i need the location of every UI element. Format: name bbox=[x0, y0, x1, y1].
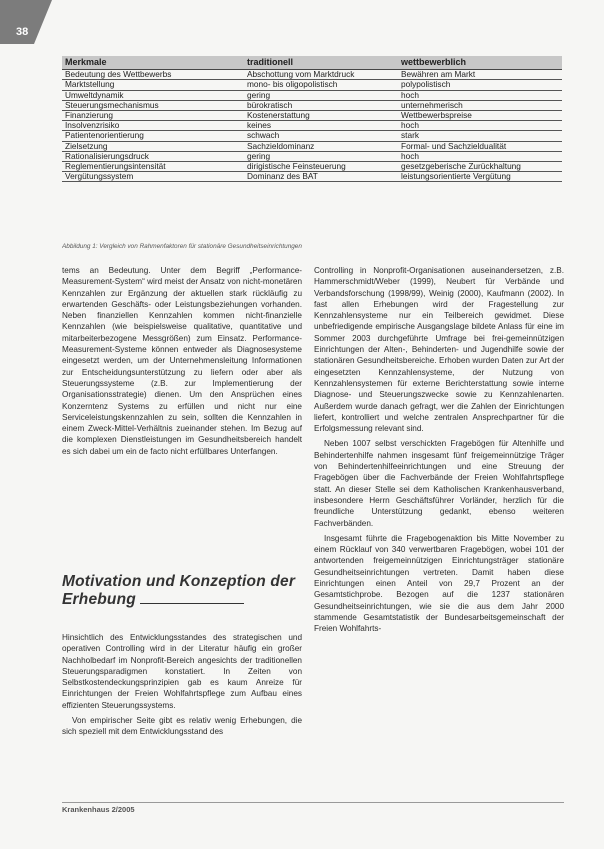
footer-journal: Krankenhaus 2/2005 bbox=[62, 805, 135, 814]
table-cell: stark bbox=[398, 131, 562, 141]
table-cell: gering bbox=[244, 90, 398, 100]
table-row bbox=[62, 131, 562, 141]
comparison-table bbox=[62, 56, 562, 182]
footer-divider bbox=[62, 802, 564, 803]
table-cell: Zielsetzung bbox=[62, 141, 244, 151]
table-caption: Abbildung 1: Vergleich von Rahmenfaktoren für stationäre Gesundheitseinrichtungen bbox=[62, 243, 302, 250]
section-heading-text: Motivation und Konzeption der Erhebung bbox=[62, 573, 296, 608]
table-row bbox=[62, 90, 562, 100]
section-heading bbox=[62, 573, 302, 609]
table-cell: Wettbewerbspreise bbox=[398, 111, 562, 121]
paragraph: Hinsichtlich des Entwicklungsstandes des strategischen und operativen Controlling wird in der Literatur häufig ein großer Nachholbedarf im Nonprofit-Bereich angesichts der traditionellen Steuerungsparadigmen konstatiert. In Zeiten von Selbstkostendeckungsprinzipien gab es kaum Anreize für Einrichtungen der Freien Wohlfahrtspflege zum Aufbau eines effizienten Steuerungssystems. bbox=[62, 633, 302, 710]
table-cell: Patientenorientierung bbox=[62, 131, 244, 141]
table-cell: Vergütungssystem bbox=[62, 172, 244, 182]
table-cell: Steuerungsmechanismus bbox=[62, 100, 244, 110]
paragraph: Neben 1007 selbst verschickten Fragebögen für Altenhilfe und Behindertenhilfe nahmen insgesamt fünf freigemeinnützige Träger von Behindertenhilfeeinrichtungen und eine Streuung der Fragebögen über die Fachverbände der Freien Wohlfahrtspflege statt. An dieser Stelle sei dem Katholischen Krankenhausverband, insbesondere Herrn Geschäftsführer Vorländer, herzlich für die freundliche Unterstützung gedankt, ebenso weiteren Fachverbänden. bbox=[314, 439, 564, 528]
table-row bbox=[62, 162, 562, 172]
table-cell: gering bbox=[244, 151, 398, 161]
table-header: wettbewerblich bbox=[398, 56, 562, 70]
table-header-row bbox=[62, 56, 562, 70]
left-column-top bbox=[62, 265, 302, 555]
table-cell: hoch bbox=[398, 151, 562, 161]
table-row bbox=[62, 100, 562, 110]
left-column-bottom bbox=[62, 632, 302, 800]
table-cell: Abschottung vom Marktdruck bbox=[244, 70, 398, 80]
table-cell: Finanzierung bbox=[62, 111, 244, 121]
table-cell: polypolistisch bbox=[398, 80, 562, 90]
table-cell: Rationalisierungsdruck bbox=[62, 151, 244, 161]
table-row bbox=[62, 70, 562, 80]
right-column bbox=[314, 265, 564, 799]
table-header: Merkmale bbox=[62, 56, 244, 70]
table-cell: Umweltdynamik bbox=[62, 90, 244, 100]
table-cell: schwach bbox=[244, 131, 398, 141]
table-row bbox=[62, 141, 562, 151]
table-cell: Formal- und Sachzieldualität bbox=[398, 141, 562, 151]
table-cell: hoch bbox=[398, 121, 562, 131]
paragraph: Controlling in Nonprofit-Organisationen auseinandersetzen, z.B. Hammerschmidt/Weber (1999), Neubert für Verbände und Verbandsforschung (1998/99), Weinig (2000), Kaufmann (2002). In fast allen Erhebungen wird der Fragestellung zur Kennzahlensysteme nur ein Teilbereich gewidmet. Diese unbefriedigende empirische Ausgangslage bildete Anlass für eine im Sommer 2003 durchgeführte Umfrage bei frei-gemeinnützigen Einrichtungen der Alten-, Behinderten- und Jugendhilfe sowie der stationären Gesundheitsbereiche. Erhoben wurden Daten zur Art der eingesetzten Kennzahlensysteme, der Nutzung von Kennzahlensystemen für externe Berichterstattung sowie interne Diagnose- und Steuerungszwecke sowie zu Kennzahlenarten. Außerdem wurde danach gefragt, wer die Zahlen der Einrichtungen liefert, kontrolliert und welche zentralen Ansprechpartner für die Erfolgsmessung relevant sind. bbox=[314, 266, 564, 434]
page-number: 38 bbox=[16, 26, 29, 38]
table-cell: hoch bbox=[398, 90, 562, 100]
table-cell: Kostenerstattung bbox=[244, 111, 398, 121]
table-cell: Dominanz des BAT bbox=[244, 172, 398, 182]
table-cell: Reglementierungsintensität bbox=[62, 162, 244, 172]
table-cell: Bewähren am Markt bbox=[398, 70, 562, 80]
table-cell: Marktstellung bbox=[62, 80, 244, 90]
table-cell: Sachzieldominanz bbox=[244, 141, 398, 151]
paragraph: Von empirischer Seite gibt es relativ wenig Erhebungen, die sich speziell mit dem Entwicklungsstand des bbox=[62, 716, 302, 737]
table-cell: bürokratisch bbox=[244, 100, 398, 110]
heading-underline bbox=[140, 603, 244, 604]
table-row bbox=[62, 151, 562, 161]
paragraph: Insgesamt führte die Fragebogenaktion bis Mitte November zu einem Rücklauf von 340 verwertbaren Fragebögen, wobei 101 der antwortenden freigemeinnützigen Einrichtungsträger stationäre Gesundheitseinrichtungen vertreten. Damit haben diese Einrichtungen einen Anteil von 29,7 Prozent an der Gesamtstichprobe. Bezogen auf die 1237 stationären Gesundheitseinrichtungen, wie sie die aus dem Jahr 2000 stammende Gesamtstatistik der Bundesarbeitsgemeinschaft der Freien Wohlfahrts- bbox=[314, 533, 564, 634]
table-row bbox=[62, 111, 562, 121]
table-cell: Bedeutung des Wettbewerbs bbox=[62, 70, 244, 80]
table-cell: dirigistische Feinsteuerung bbox=[244, 162, 398, 172]
table-cell: unternehmerisch bbox=[398, 100, 562, 110]
paragraph: tems an Bedeutung. Unter dem Begriff „Performance-Measurement-System“ wird meist der Ansatz von nicht-monetären Kennzahlen zur Ergänzung der aktuellen stark rückläufig zu erwartenden Geschäfts- oder Leistungsbeziehungen vorhanden. Neben finanziellen Kennzahlen kommen nicht-finanzielle Kennzahlen (wie beispielsweise qualitative, quantitative und mitarbeiterbezogene Messgrößen) zum Einsatz. Performance-Measurement-Systeme können entweder als Diagnosesysteme eingesetzt werden, um der Unternehmensleitung Informationen zur Entscheidungsunterstützung zu liefern oder aber als Steuerungssysteme (z.B. zur Implementierung der Organisationsstrategie) dienen. Um den Ansprüchen eines Konzerntenz Systems zu erfüllen und nicht nur eine Serviceleistungskennzahlen zu sein, sollten die Kennzahlen in einem Zweck-Mittel-Verhältnis zueinander stehen. Im Bezug auf die komplexen Dienstleistungen im Gesundheitsbereich handelt es sich dabei um ein de facto nicht erfüllbares Unterfangen. bbox=[62, 266, 302, 456]
table-cell: keines bbox=[244, 121, 398, 131]
table-cell: mono- bis oligopolistisch bbox=[244, 80, 398, 90]
table-header: traditionell bbox=[244, 56, 398, 70]
table-cell: Insolvenzrisiko bbox=[62, 121, 244, 131]
table-cell: leistungsorientierte Vergütung bbox=[398, 172, 562, 182]
table-cell: gesetzgeberische Zurückhaltung bbox=[398, 162, 562, 172]
table-row bbox=[62, 121, 562, 131]
table-row bbox=[62, 172, 562, 182]
table-row bbox=[62, 80, 562, 90]
